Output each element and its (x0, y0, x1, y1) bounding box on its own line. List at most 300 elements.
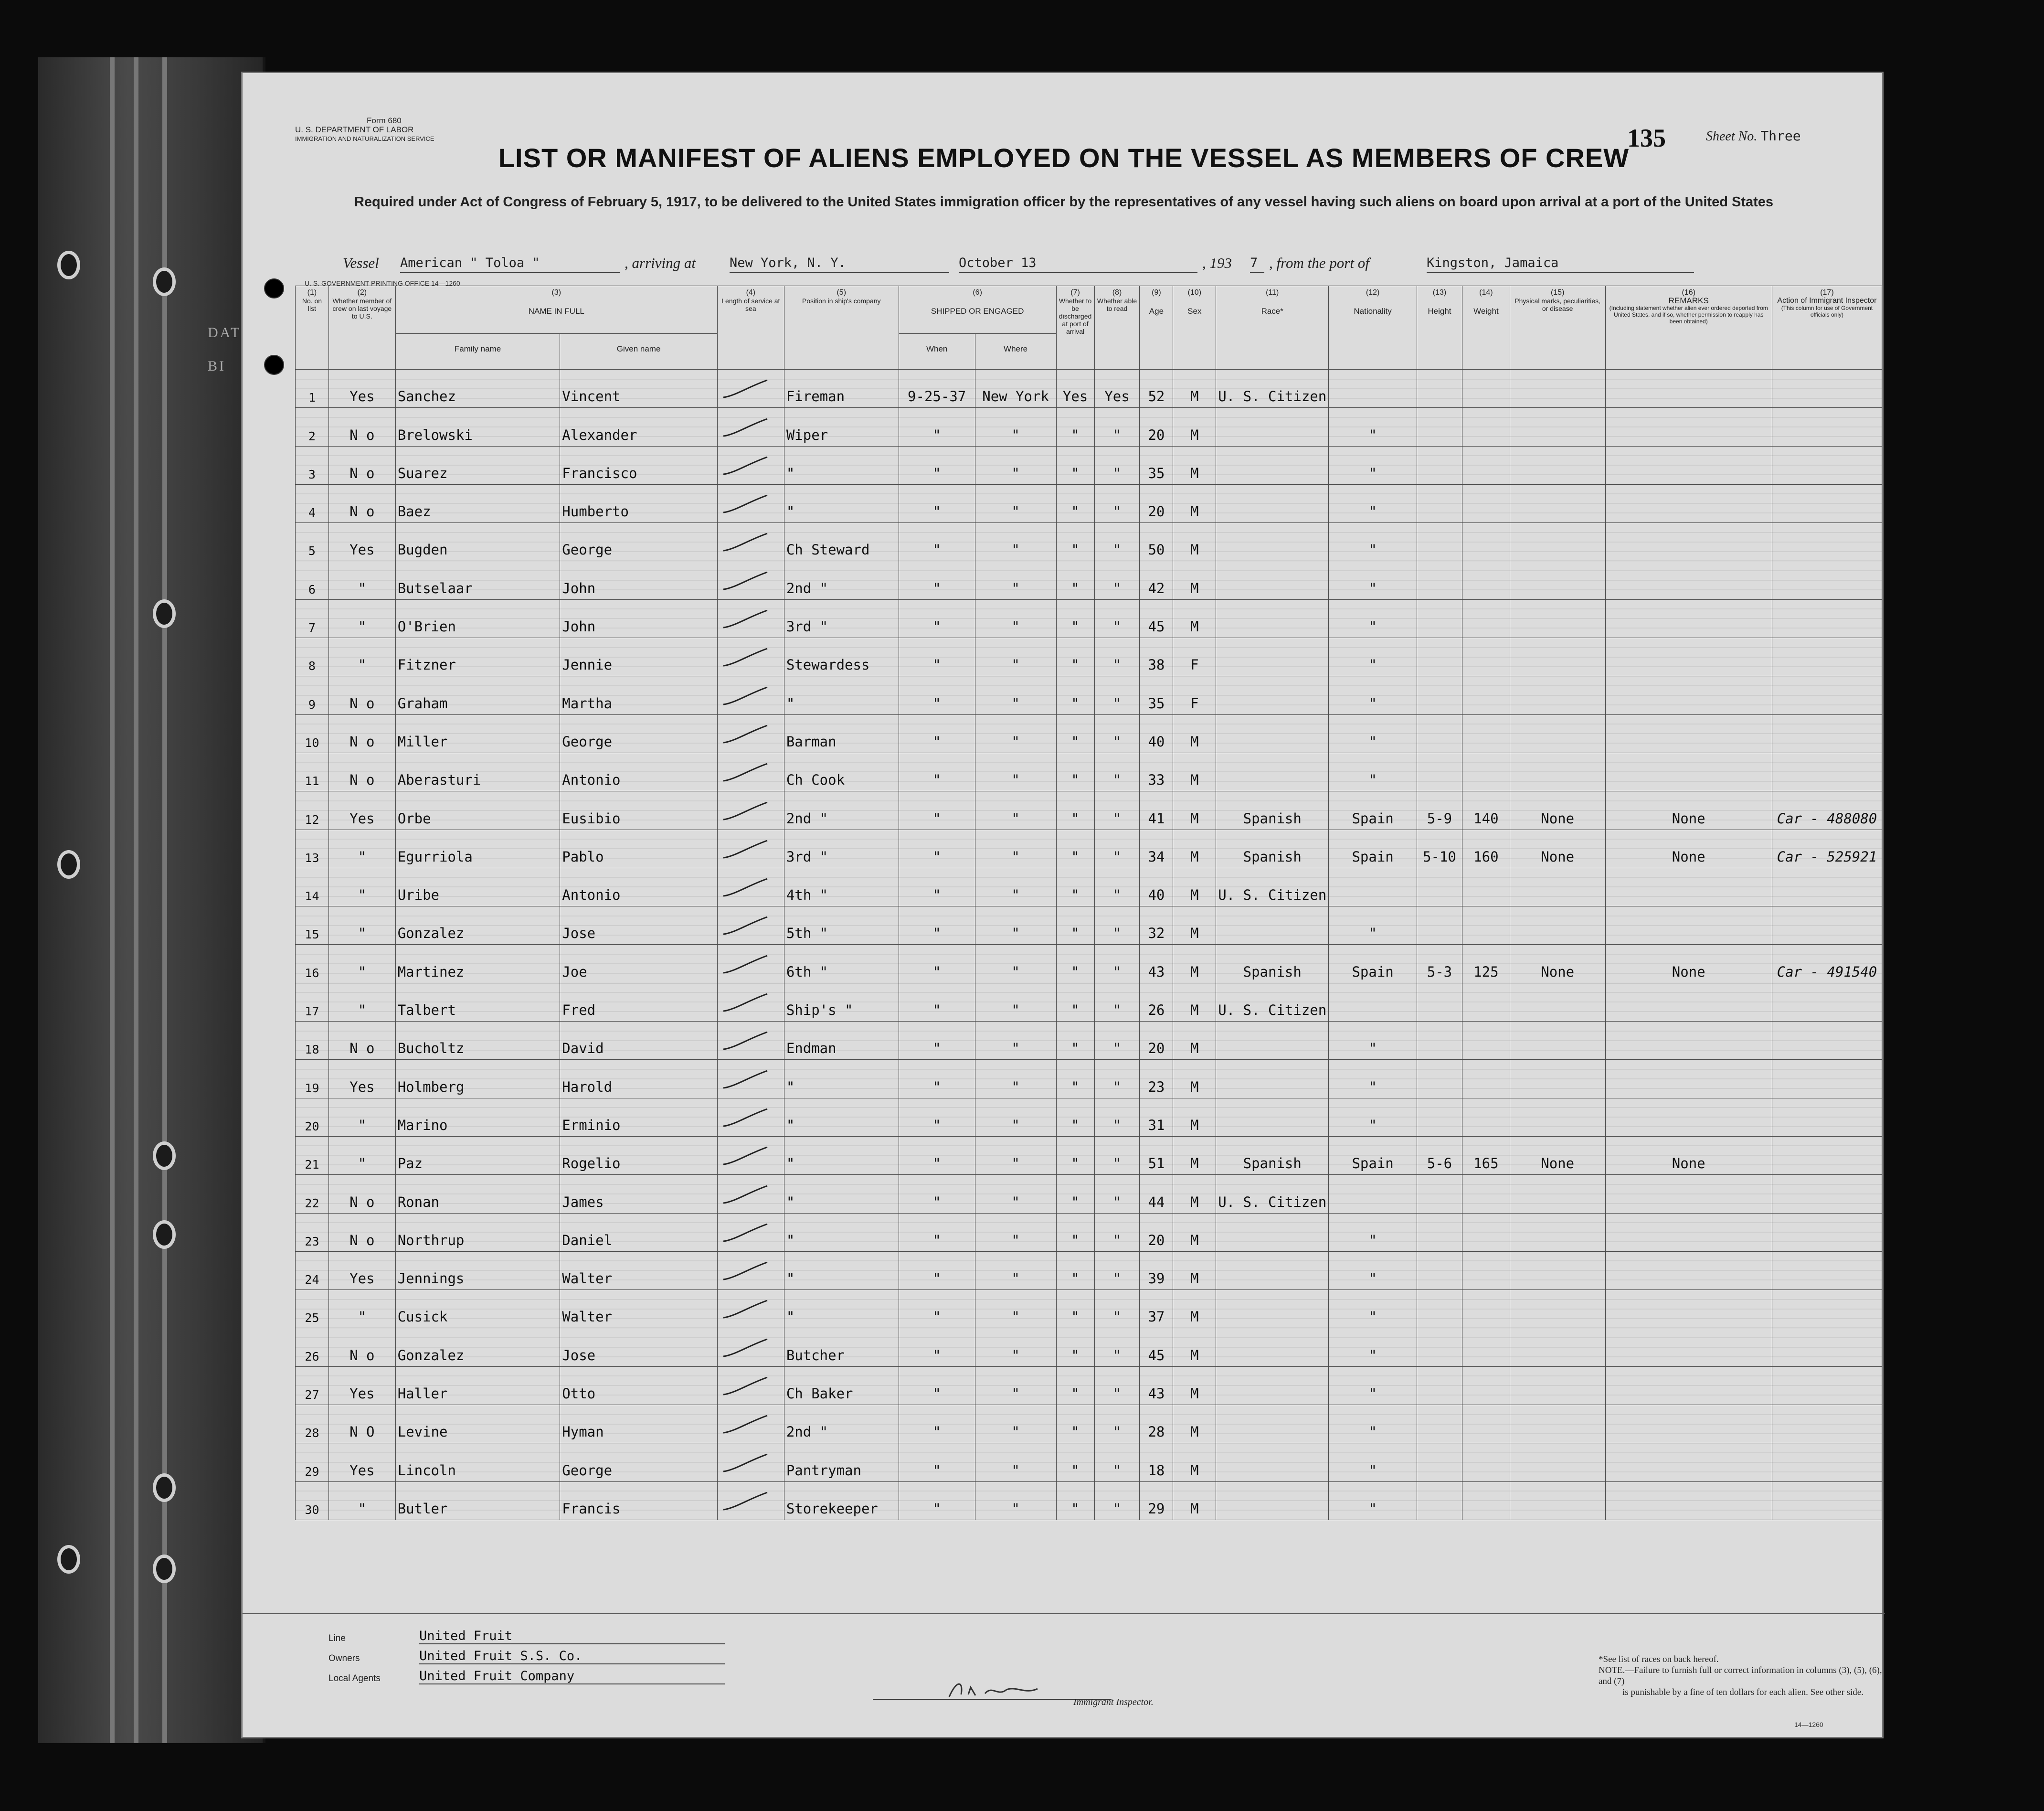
cell-height (1417, 1328, 1462, 1366)
cell-nationality: " (1329, 523, 1417, 561)
cell-read: " (1094, 1060, 1140, 1098)
cell-no: 19 (296, 1060, 329, 1098)
cell-position: 2nd " (784, 561, 899, 599)
cell-height (1417, 1175, 1462, 1213)
cell-no: 8 (296, 638, 329, 676)
checkmark-icon (720, 1499, 772, 1513)
cell-no: 17 (296, 983, 329, 1021)
form-code: 14—1260 (1794, 1721, 1823, 1728)
cell-action (1772, 1290, 1882, 1328)
cell-action (1772, 599, 1882, 638)
cell-service (717, 1136, 784, 1174)
cell-read: " (1094, 1136, 1140, 1174)
cell-given-name: Francis (560, 1481, 718, 1520)
col-header-no: (1) No. on list (296, 286, 329, 370)
cell-nationality: Spain (1329, 1136, 1417, 1174)
cell-physical (1510, 1290, 1605, 1328)
cell-remarks (1605, 370, 1772, 408)
cell-given-name: Walter (560, 1290, 718, 1328)
cell-no: 30 (296, 1481, 329, 1520)
cell-when: " (899, 408, 975, 446)
cell-discharged: " (1056, 983, 1094, 1021)
cell-remarks (1605, 1366, 1772, 1405)
punch-hole (264, 355, 284, 375)
cell-discharged: " (1056, 1251, 1094, 1289)
cell-race: U. S. Citizen (1216, 1175, 1329, 1213)
col-header-when: When (899, 334, 975, 370)
cell-when: " (899, 1290, 975, 1328)
cell-given-name: Walter (560, 1251, 718, 1289)
cell-physical (1510, 561, 1605, 599)
cell-action (1772, 1405, 1882, 1443)
cell-read: " (1094, 868, 1140, 906)
cell-last-voyage: " (328, 638, 395, 676)
page-title: LIST OR MANIFEST OF ALIENS EMPLOYED ON THE VESSEL AS MEMBERS OF CREW (498, 143, 1630, 173)
cell-no: 5 (296, 523, 329, 561)
penalty-note: NOTE.—Failure to furnish full or correct information in columns (3), (5), (6), and (7) (1599, 1665, 1882, 1686)
table-row (296, 1022, 1882, 1060)
cell-weight (1462, 1405, 1510, 1443)
table-row (296, 1366, 1882, 1405)
cell-nationality: Spain (1329, 945, 1417, 983)
cell-remarks (1605, 1022, 1772, 1060)
cell-physical (1510, 906, 1605, 945)
cell-read: " (1094, 983, 1140, 1021)
cell-race: Spanish (1216, 830, 1329, 868)
cell-weight (1462, 370, 1510, 408)
cell-read: " (1094, 945, 1140, 983)
cell-position: 4th " (784, 868, 899, 906)
cell-action (1772, 983, 1882, 1021)
cell-physical: None (1510, 791, 1605, 830)
cell-position: Butcher (784, 1328, 899, 1366)
col-header-read: (8) Whether able to read (1094, 286, 1140, 370)
sheet-number (1706, 128, 1801, 144)
cell-age: 38 (1140, 638, 1173, 676)
cell-nationality: " (1329, 1481, 1417, 1520)
cell-sex: M (1173, 599, 1216, 638)
cell-height (1417, 1366, 1462, 1405)
cell-race (1216, 714, 1329, 753)
cell-discharged: " (1056, 714, 1094, 753)
cell-no: 13 (296, 830, 329, 868)
cell-position: " (784, 484, 899, 522)
checkmark-icon (720, 1154, 772, 1168)
cell-action (1772, 1443, 1882, 1481)
cell-weight (1462, 868, 1510, 906)
col-header-service: (4) Length of service at sea (717, 286, 784, 370)
cell-sex: M (1173, 906, 1216, 945)
cell-remarks (1605, 523, 1772, 561)
cell-nationality: " (1329, 1290, 1417, 1328)
cell-weight (1462, 1060, 1510, 1098)
cell-when: " (899, 714, 975, 753)
checkmark-icon (720, 1461, 772, 1475)
cell-remarks: None (1605, 791, 1772, 830)
cell-remarks (1605, 1175, 1772, 1213)
vessel-label: Vessel (343, 255, 379, 271)
cell-age: 51 (1140, 1136, 1173, 1174)
cell-height (1417, 523, 1462, 561)
col-header-remarks: (16) REMARKS (Including statement whether alien ever ordered deported from United States, and if so, whether permission to reapply has been obtained) (1605, 286, 1772, 370)
binder-strip (38, 57, 265, 1743)
cell-discharged: " (1056, 1060, 1094, 1098)
cell-physical (1510, 868, 1605, 906)
cell-physical (1510, 1060, 1605, 1098)
cell-when: " (899, 1175, 975, 1213)
races-note: *See list of races on back hereof. (1599, 1654, 1719, 1664)
cell-physical (1510, 1481, 1605, 1520)
col-header-position: (5) Position in ship's company (784, 286, 899, 370)
cell-remarks (1605, 1213, 1772, 1251)
arrival-year: 7 (1250, 256, 1264, 273)
cell-no: 10 (296, 714, 329, 753)
cell-physical (1510, 1366, 1605, 1405)
cell-read: " (1094, 408, 1140, 446)
cell-last-voyage: N o (328, 408, 395, 446)
checkmark-icon (720, 1422, 772, 1437)
cell-position: Wiper (784, 408, 899, 446)
cell-position: " (784, 446, 899, 484)
cell-race (1216, 1098, 1329, 1136)
vessel-line (300, 255, 1809, 278)
page-number: 135 (1627, 124, 1666, 152)
cell-position: " (784, 1060, 899, 1098)
cell-position: Storekeeper (784, 1481, 899, 1520)
cell-service (717, 408, 784, 446)
cell-physical: None (1510, 1136, 1605, 1174)
cell-discharged: " (1056, 561, 1094, 599)
cell-read: " (1094, 1290, 1140, 1328)
col-header-family-name: Family name (395, 334, 560, 370)
cell-last-voyage: N o (328, 446, 395, 484)
cell-physical (1510, 484, 1605, 522)
cell-action (1772, 1213, 1882, 1251)
cell-last-voyage: N o (328, 1175, 395, 1213)
cell-physical (1510, 1098, 1605, 1136)
cell-race (1216, 561, 1329, 599)
cell-weight (1462, 599, 1510, 638)
table-row (296, 561, 1882, 599)
cell-service (717, 523, 784, 561)
cell-family-name: Haller (395, 1366, 560, 1405)
cell-service (717, 370, 784, 408)
cell-service (717, 1175, 784, 1213)
cell-where: New York (975, 370, 1056, 408)
cell-nationality: " (1329, 1328, 1417, 1366)
cell-action (1772, 1136, 1882, 1174)
cell-discharged: " (1056, 1136, 1094, 1174)
cell-where: " (975, 1290, 1056, 1328)
cell-weight (1462, 906, 1510, 945)
cell-height (1417, 370, 1462, 408)
cell-race (1216, 599, 1329, 638)
cell-sex: M (1173, 1405, 1216, 1443)
cell-no: 28 (296, 1405, 329, 1443)
cell-service (717, 484, 784, 522)
cell-no: 29 (296, 1443, 329, 1481)
cell-action (1772, 1328, 1882, 1366)
cell-remarks (1605, 1060, 1772, 1098)
cell-family-name: Orbe (395, 791, 560, 830)
cell-service (717, 561, 784, 599)
cell-when: " (899, 830, 975, 868)
cell-discharged: " (1056, 484, 1094, 522)
cell-read: " (1094, 1405, 1140, 1443)
cell-nationality: " (1329, 714, 1417, 753)
col-header-height: (13) Height (1417, 286, 1462, 370)
cell-height: 5-10 (1417, 830, 1462, 868)
cell-age: 26 (1140, 983, 1173, 1021)
cell-age: 34 (1140, 830, 1173, 868)
col-header-age: (9) Age (1140, 286, 1173, 370)
table-row (296, 791, 1882, 830)
cell-race: Spanish (1216, 1136, 1329, 1174)
cell-height (1417, 1213, 1462, 1251)
cell-service (717, 753, 784, 791)
checkmark-icon (720, 1346, 772, 1360)
table-row (296, 1251, 1882, 1289)
cell-weight (1462, 676, 1510, 714)
cell-when: " (899, 1022, 975, 1060)
cell-family-name: Aberasturi (395, 753, 560, 791)
cell-family-name: Sanchez (395, 370, 560, 408)
cell-position: 6th " (784, 945, 899, 983)
cell-given-name: Daniel (560, 1213, 718, 1251)
cell-family-name: Egurriola (395, 830, 560, 868)
cell-height (1417, 599, 1462, 638)
cell-action: Car - 488080 (1772, 791, 1882, 830)
cell-action (1772, 1366, 1882, 1405)
cell-family-name: Brelowski (395, 408, 560, 446)
cell-service (717, 983, 784, 1021)
cell-remarks (1605, 1328, 1772, 1366)
cell-weight (1462, 523, 1510, 561)
checkmark-icon (720, 694, 772, 708)
cell-age: 18 (1140, 1443, 1173, 1481)
cell-given-name: Alexander (560, 408, 718, 446)
cell-position: Barman (784, 714, 899, 753)
cell-physical (1510, 714, 1605, 753)
cell-no: 23 (296, 1213, 329, 1251)
cell-when: " (899, 1136, 975, 1174)
cell-service (717, 1290, 784, 1328)
cell-remarks (1605, 408, 1772, 446)
cell-nationality: " (1329, 446, 1417, 484)
cell-sex: M (1173, 523, 1216, 561)
cell-last-voyage: " (328, 599, 395, 638)
checkmark-icon (720, 540, 772, 554)
cell-nationality: " (1329, 599, 1417, 638)
cell-service (717, 830, 784, 868)
cell-remarks (1605, 1405, 1772, 1443)
checkmark-icon (720, 387, 772, 401)
cell-remarks (1605, 484, 1772, 522)
cell-discharged: " (1056, 791, 1094, 830)
cell-where: " (975, 983, 1056, 1021)
cell-sex: M (1173, 830, 1216, 868)
cell-age: 31 (1140, 1098, 1173, 1136)
table-row (296, 1290, 1882, 1328)
binder-rail (134, 57, 138, 1743)
cell-race (1216, 1251, 1329, 1289)
cell-position: 5th " (784, 906, 899, 945)
table-row (296, 1098, 1882, 1136)
cell-last-voyage: " (328, 1136, 395, 1174)
cell-action: Car - 525921 (1772, 830, 1882, 868)
cell-family-name: Martinez (395, 945, 560, 983)
cell-height (1417, 408, 1462, 446)
cell-nationality: Spain (1329, 830, 1417, 868)
cell-height (1417, 714, 1462, 753)
cell-sex: F (1173, 676, 1216, 714)
cell-remarks (1605, 638, 1772, 676)
cell-last-voyage: Yes (328, 1060, 395, 1098)
cell-physical (1510, 1328, 1605, 1366)
cell-remarks: None (1605, 945, 1772, 983)
cell-no: 14 (296, 868, 329, 906)
cell-no: 7 (296, 599, 329, 638)
cell-given-name: James (560, 1175, 718, 1213)
cell-last-voyage: " (328, 868, 395, 906)
cell-age: 40 (1140, 868, 1173, 906)
cell-remarks (1605, 1443, 1772, 1481)
cell-race (1216, 1022, 1329, 1060)
table-row (296, 446, 1882, 484)
cell-height (1417, 1290, 1462, 1328)
cell-when: " (899, 561, 975, 599)
cell-where: " (975, 714, 1056, 753)
table-row (296, 370, 1882, 408)
cell-service (717, 599, 784, 638)
cell-last-voyage: Yes (328, 523, 395, 561)
form-identifier (295, 116, 434, 143)
binder-hole (57, 850, 80, 879)
cell-race (1216, 1060, 1329, 1098)
cell-weight (1462, 983, 1510, 1021)
cell-where: " (975, 1213, 1056, 1251)
checkmark-icon (720, 1001, 772, 1015)
cell-action (1772, 714, 1882, 753)
cell-weight (1462, 446, 1510, 484)
cell-action (1772, 1481, 1882, 1520)
cell-no: 4 (296, 484, 329, 522)
cell-nationality: " (1329, 1213, 1417, 1251)
cell-position: 2nd " (784, 1405, 899, 1443)
cell-physical (1510, 1022, 1605, 1060)
cell-where: " (975, 1405, 1056, 1443)
cell-last-voyage: N o (328, 714, 395, 753)
cell-race (1216, 1366, 1329, 1405)
checkmark-icon (720, 962, 772, 977)
col-header-nationality: (12) Nationality (1329, 286, 1417, 370)
cell-nationality: " (1329, 1022, 1417, 1060)
cell-action (1772, 561, 1882, 599)
checkmark-icon (720, 1231, 772, 1245)
cell-read: " (1094, 1366, 1140, 1405)
col-header-action: (17) Action of Immigrant Inspector (This column for use of Government officials only) (1772, 286, 1882, 370)
cell-last-voyage: " (328, 1481, 395, 1520)
cell-age: 37 (1140, 1290, 1173, 1328)
cell-last-voyage: Yes (328, 1366, 395, 1405)
cell-service (717, 1481, 784, 1520)
margin-text: BI (208, 358, 226, 374)
punch-hole (264, 278, 284, 298)
cell-when: 9-25-37 (899, 370, 975, 408)
cell-age: 29 (1140, 1481, 1173, 1520)
col-header-sex: (10) Sex (1173, 286, 1216, 370)
checkmark-icon (720, 1193, 772, 1207)
cell-height: 5-9 (1417, 791, 1462, 830)
col-header-race: (11) Race* (1216, 286, 1329, 370)
cell-where: " (975, 945, 1056, 983)
cell-discharged: " (1056, 753, 1094, 791)
cell-sex: M (1173, 1060, 1216, 1098)
checkmark-icon (720, 502, 772, 516)
cell-family-name: Levine (395, 1405, 560, 1443)
cell-family-name: O'Brien (395, 599, 560, 638)
cell-discharged: " (1056, 408, 1094, 446)
cell-sex: M (1173, 1366, 1216, 1405)
checkmark-icon (720, 617, 772, 631)
cell-no: 15 (296, 906, 329, 945)
cell-remarks (1605, 1251, 1772, 1289)
cell-remarks (1605, 1481, 1772, 1520)
cell-nationality: " (1329, 1251, 1417, 1289)
cell-position: " (784, 1175, 899, 1213)
cell-sex: M (1173, 408, 1216, 446)
table-row (296, 599, 1882, 638)
cell-family-name: Bucholtz (395, 1022, 560, 1060)
cell-height (1417, 446, 1462, 484)
cell-discharged: " (1056, 1175, 1094, 1213)
col-header-last-voyage: (2) Whether member of crew on last voyage to U.S. (328, 286, 395, 370)
cell-age: 40 (1140, 714, 1173, 753)
cell-discharged: " (1056, 906, 1094, 945)
cell-position: " (784, 1136, 899, 1174)
cell-given-name: John (560, 561, 718, 599)
cell-last-voyage: " (328, 561, 395, 599)
cell-age: 39 (1140, 1251, 1173, 1289)
cell-discharged: " (1056, 1213, 1094, 1251)
table-row (296, 1405, 1882, 1443)
cell-family-name: Talbert (395, 983, 560, 1021)
cell-nationality: " (1329, 753, 1417, 791)
cell-physical (1510, 599, 1605, 638)
cell-sex: M (1173, 714, 1216, 753)
cell-remarks: None (1605, 830, 1772, 868)
cell-service (717, 676, 784, 714)
cell-age: 23 (1140, 1060, 1173, 1098)
cell-nationality: " (1329, 484, 1417, 522)
cell-discharged: " (1056, 1366, 1094, 1405)
cell-weight (1462, 1443, 1510, 1481)
cell-when: " (899, 1443, 975, 1481)
owners-value: United Fruit S.S. Co. (419, 1649, 725, 1664)
cell-given-name: Humberto (560, 484, 718, 522)
cell-height (1417, 1251, 1462, 1289)
cell-race (1216, 484, 1329, 522)
cell-race (1216, 676, 1329, 714)
cell-where: " (975, 1481, 1056, 1520)
cell-when: " (899, 1481, 975, 1520)
cell-read: " (1094, 638, 1140, 676)
cell-when: " (899, 1098, 975, 1136)
cell-age: 35 (1140, 676, 1173, 714)
cell-given-name: Erminio (560, 1098, 718, 1136)
cell-weight: 140 (1462, 791, 1510, 830)
cell-action: Car - 491540 (1772, 945, 1882, 983)
